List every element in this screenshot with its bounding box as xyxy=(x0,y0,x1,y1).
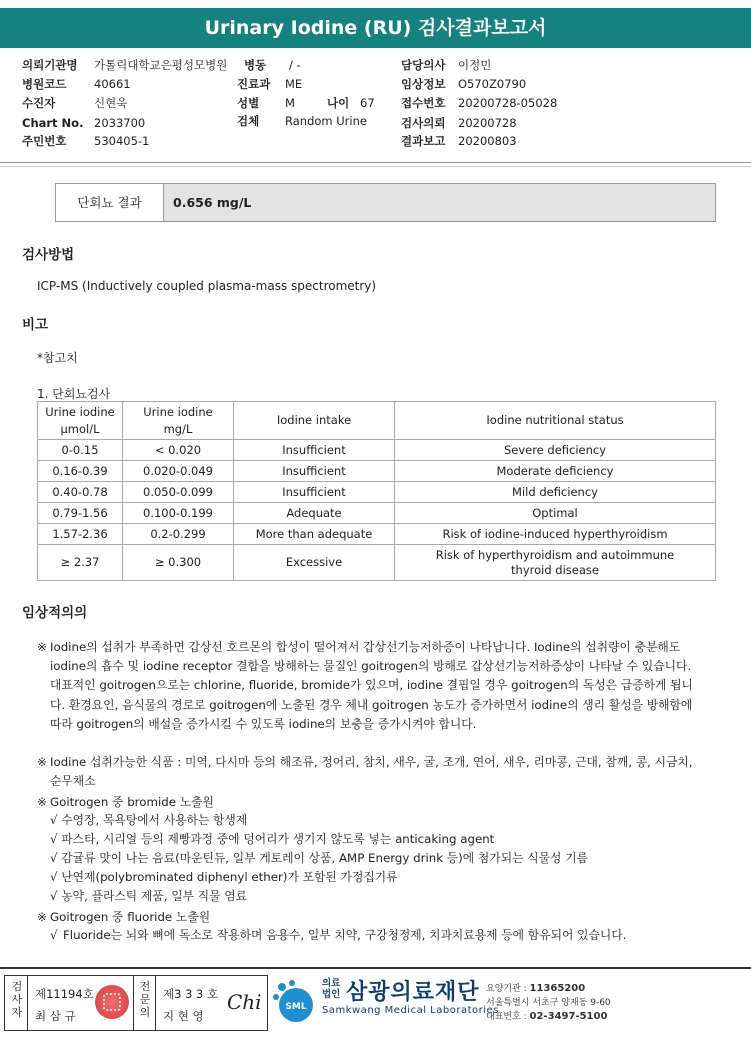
table-cell: More than adequate xyxy=(234,524,395,545)
divider xyxy=(27,976,28,1030)
paragraph-text: Iodine의 섭취가 부족하면 갑상선 호르몬의 합성이 떨어져서 갑상선기능저하증이 나타납니다. Iodine의 섭취량이 충분해도 iodine의 흡수 및 iodine receptor 결합을 방해하는 물질인 goitrogen의 방해로 갑상선기능저하증상이 나타날 수 있습니다. xyxy=(50,640,692,674)
org-name: 삼광의료재단 xyxy=(346,980,480,1005)
table-cell: Moderate deficiency xyxy=(395,461,716,482)
age-label: 나이 xyxy=(327,96,350,110)
clinical-paragraph xyxy=(37,638,702,734)
table-cell: Insufficient xyxy=(234,440,395,461)
header-cell: Urine iodine μmol/L xyxy=(38,402,123,440)
check-icon: √ xyxy=(50,870,58,884)
check-icon: √ xyxy=(50,851,58,865)
signature: Chi xyxy=(227,990,262,1014)
specialist-label: 전 문 의 xyxy=(139,980,151,1019)
signature-box xyxy=(4,975,268,1031)
doctor-value: 이정민 xyxy=(458,58,492,72)
org-name-en: Samkwang Medical Laboratories xyxy=(322,1005,499,1016)
table-cell: 0.050-0.099 xyxy=(123,482,234,503)
request-label: 검사의뢰 xyxy=(401,116,446,130)
sex-value: M xyxy=(285,96,295,110)
sml-logo-icon xyxy=(271,978,321,1028)
logo-legal-mark: 의료 법인 xyxy=(322,978,341,1000)
table-row xyxy=(38,503,716,524)
clinical-paragraph xyxy=(37,908,702,927)
paragraph-text: Goitrogen 중 fluoride 노출원 xyxy=(50,910,211,924)
table-row xyxy=(38,482,716,503)
ward-value: / - xyxy=(289,58,301,72)
clinical-paragraph xyxy=(37,753,702,791)
table-cell: ≥ 2.37 xyxy=(38,545,123,581)
request-value: 20200728 xyxy=(458,116,517,130)
table-cell: 0.100-0.199 xyxy=(123,503,234,524)
result-label: 단회뇨 결과 xyxy=(56,184,164,221)
header-cell: Iodine intake xyxy=(234,402,395,440)
clinical-heading: 임상적의의 xyxy=(22,605,88,621)
accession-label: 접수번호 xyxy=(401,96,446,110)
list-item: √ 농약, 플라스틱 제품, 일부 직물 염료 xyxy=(50,889,248,903)
report-date-value: 20200803 xyxy=(458,134,517,148)
reference-mark: ※ xyxy=(37,640,47,654)
reference-mark: ※ xyxy=(37,755,47,769)
table-row xyxy=(38,524,716,545)
hospital-code-label: 병원코드 xyxy=(22,77,67,91)
result-box xyxy=(55,183,716,222)
accession-value: 20200728-05028 xyxy=(458,96,558,110)
table-cell: Insufficient xyxy=(234,482,395,503)
ward-label: 병동 xyxy=(244,58,267,72)
seal-stamp-pattern xyxy=(103,993,121,1011)
contact-code: 요양기관 : 11365200 xyxy=(486,983,586,994)
check-icon: √ xyxy=(50,928,58,942)
check-icon: √ xyxy=(50,813,58,827)
table-header-row xyxy=(38,402,716,440)
table-cell: 0.2-0.299 xyxy=(123,524,234,545)
specimen-value: Random Urine xyxy=(285,114,367,128)
table-cell: 0.16-0.39 xyxy=(38,461,123,482)
divider xyxy=(155,976,156,1030)
logo-badge-text: SML xyxy=(285,1002,307,1012)
table-row xyxy=(38,440,716,461)
table-cell: Mild deficiency xyxy=(395,482,716,503)
divider xyxy=(0,162,751,163)
institution-value: 가톨릭대학교은평성모병원 xyxy=(94,58,228,72)
table-cell: Excessive xyxy=(234,545,395,581)
info-block xyxy=(0,0,751,160)
paragraph-text: 대표적인 goitrogen으로는 chlorine, fluoride, bromide가 있으며, iodine 결핍일 경우 goitrogen의 독성은 급증하게 됩니다. 환경요인, 음식물의 경로로 goitrogen에 노출된 경우 체내 goitrogen 농도가 증가하면서 iodine의 생리 활성을 방해함에 따라 goitrogen의 배설을 증가시킬 수 있도록 iodine의 보충을 증가시켜야 합니다. xyxy=(50,678,693,731)
table-cell: Adequate xyxy=(234,503,395,524)
resident-label: 주민번호 xyxy=(22,134,67,148)
paragraph-text: Goitrogen 중 bromide 노출원 xyxy=(50,795,214,809)
table-cell: Risk of iodine-induced hyperthyroidism xyxy=(395,524,716,545)
table-cell: 0.40-0.78 xyxy=(38,482,123,503)
list-item: √ 파스타, 시리얼 등의 제빵과정 중에 덩어리가 생기지 않도록 넣는 anticaking agent xyxy=(50,832,495,846)
remarks-heading: 비고 xyxy=(22,317,49,333)
institution-label: 의뢰기관명 xyxy=(22,58,78,72)
resident-value: 530405-1 xyxy=(94,134,150,148)
chart-no-label: Chart No. xyxy=(22,116,84,130)
table-cell: 0.79-1.56 xyxy=(38,503,123,524)
table-cell: ≥ 0.300 xyxy=(123,545,234,581)
check-icon: √ xyxy=(50,832,58,846)
table-cell: Severe deficiency xyxy=(395,440,716,461)
report-title: Urinary Iodine (RU) 검사결과보고서 xyxy=(0,8,751,48)
list-item: √ 수영장, 목욕탕에서 사용하는 항생제 xyxy=(50,813,248,827)
check-icon: √ xyxy=(50,889,58,903)
method-text: ICP-MS (Inductively coupled plasma-mass spectrometry) xyxy=(37,279,377,293)
doctor-label: 담당의사 xyxy=(401,58,446,72)
header-cell: Iodine nutritional status xyxy=(395,402,716,440)
reference-label: *참고치 xyxy=(37,351,78,365)
header-cell: Urine iodine mg/L xyxy=(123,402,234,440)
list-item: √ 난연제(polybrominated diphenyl ether)가 포함된 가정집기류 xyxy=(50,870,398,884)
list-item xyxy=(50,926,700,945)
table-cell: Insufficient xyxy=(234,461,395,482)
paragraph-text: Iodine 섭취가능한 식품 : 미역, 다시마 등의 해조류, 정어리, 참치, 새우, 굴, 조개, 연어, 새우, 리마콩, 근대, 참깨, 콩, 시금치, 순무채소 xyxy=(50,755,693,789)
result-value: 0.656 mg/L xyxy=(164,184,715,221)
chart-no-value: 2033700 xyxy=(94,116,146,130)
dept-value: ME xyxy=(285,77,303,91)
specialist-license: 제3 3 3 호 xyxy=(163,987,219,1001)
reference-mark: ※ xyxy=(37,795,47,809)
table-cell: Risk of hyperthyroidism and autoimmune thyroid disease xyxy=(395,545,716,581)
clinical-info-value: O570Z0790 xyxy=(458,77,527,91)
contact-phone: 대표번호 : 02-3497-5100 xyxy=(486,1011,608,1022)
table-row xyxy=(38,545,716,581)
hospital-code-value: 40661 xyxy=(94,77,131,91)
specimen-label: 검체 xyxy=(237,114,260,128)
divider xyxy=(133,976,134,1030)
footer-divider xyxy=(0,967,751,969)
table-cell: < 0.020 xyxy=(123,440,234,461)
table-cell: 1.57-2.36 xyxy=(38,524,123,545)
dept-label: 진료과 xyxy=(237,77,271,91)
examiner-name: 최 삼 규 xyxy=(35,1009,76,1023)
clinical-paragraph xyxy=(37,793,702,812)
recipient-label: 수진자 xyxy=(22,96,56,110)
list-item: √ 감귤류 맛이 나는 음료(마운틴듀, 일부 게토레이 상품, AMP Energy drink 등)에 첨가되는 식물성 기름 xyxy=(50,851,588,865)
table-cell: Optimal xyxy=(395,503,716,524)
table-caption: 1. 단회뇨검사 xyxy=(37,387,111,401)
clinical-info-label: 임상정보 xyxy=(401,77,446,91)
reference-mark: ※ xyxy=(37,910,47,924)
contact-address: 서울특별시 서초구 양재동 9-60 xyxy=(486,998,611,1008)
reference-table xyxy=(37,401,716,581)
examiner-label: 검 사 자 xyxy=(11,980,23,1019)
sex-label: 성별 xyxy=(237,96,260,110)
examiner-license: 제11194호 xyxy=(35,987,94,1001)
age-value: 67 xyxy=(360,96,375,110)
paragraph-text: Fluoride는 뇌와 뼈에 독소로 작용하며 음용수, 일부 치약, 구강청정제, 치과치료용제 등에 함유되어 있습니다. xyxy=(63,928,627,942)
divider xyxy=(0,166,751,167)
specialist-name: 지 현 영 xyxy=(163,1009,204,1023)
recipient-value: 신현욱 xyxy=(94,96,128,110)
table-row xyxy=(38,461,716,482)
table-cell: 0.020-0.049 xyxy=(123,461,234,482)
table-cell: 0-0.15 xyxy=(38,440,123,461)
report-date-label: 결과보고 xyxy=(401,134,446,148)
method-heading: 검사방법 xyxy=(22,247,75,263)
